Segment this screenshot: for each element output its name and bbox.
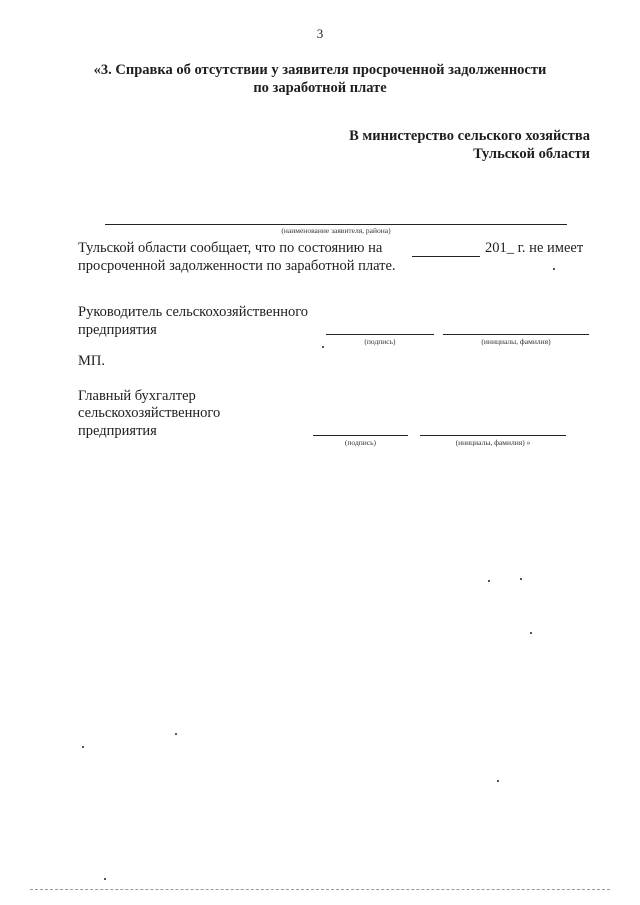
- stamp-label: МП.: [78, 353, 105, 369]
- scan-bottom-edge: [30, 889, 610, 890]
- accountant-signature-caption: (подпись): [344, 438, 377, 447]
- addressee-line1: В министерство сельского хозяйства: [349, 128, 590, 144]
- scan-speck: [488, 580, 490, 582]
- scan-speck: [104, 878, 106, 880]
- accountant-signature-line[interactable]: [313, 435, 408, 436]
- statement-text: Тульской области сообщает, что по состоянию на: [78, 240, 383, 256]
- document-title-line1: «3. Справка об отсутствии у заявителя просроченной задолженности: [93, 62, 547, 78]
- applicant-name-line[interactable]: [105, 224, 567, 225]
- head-label-line1: Руководитель сельскохозяйственного: [78, 304, 309, 320]
- accountant-name-caption: (инициалы, фамилия) »: [455, 438, 531, 447]
- accountant-label-line1: Главный бухгалтер: [78, 388, 196, 404]
- page-number: 3: [316, 26, 324, 41]
- statement-year: 201_ г. не имеет: [485, 240, 584, 256]
- head-label-line2: предприятия: [78, 322, 157, 338]
- document-title-line2: по заработной плате: [253, 80, 387, 96]
- scan-speck: [322, 346, 324, 348]
- accountant-name-line[interactable]: [420, 435, 566, 436]
- applicant-caption: (наименование заявителя, района): [281, 226, 391, 235]
- scan-speck: [520, 578, 522, 580]
- scan-speck: [82, 746, 84, 748]
- statement-text-line2: просроченной задолженности по заработной плате.: [78, 258, 396, 274]
- addressee-line2: Тульской области: [473, 146, 590, 162]
- accountant-label-line2: сельскохозяйственного: [78, 405, 221, 421]
- head-name-line[interactable]: [443, 334, 589, 335]
- head-signature-line[interactable]: [326, 334, 434, 335]
- scan-speck: [497, 780, 499, 782]
- head-signature-caption: (подпись): [364, 337, 396, 346]
- scan-speck: [530, 632, 532, 634]
- scan-speck: [175, 733, 177, 735]
- scan-speck: [553, 268, 555, 270]
- date-field-line[interactable]: [412, 256, 480, 257]
- head-name-caption: (инициалы, фамилия): [481, 337, 551, 346]
- accountant-label-line3: предприятия: [78, 423, 157, 439]
